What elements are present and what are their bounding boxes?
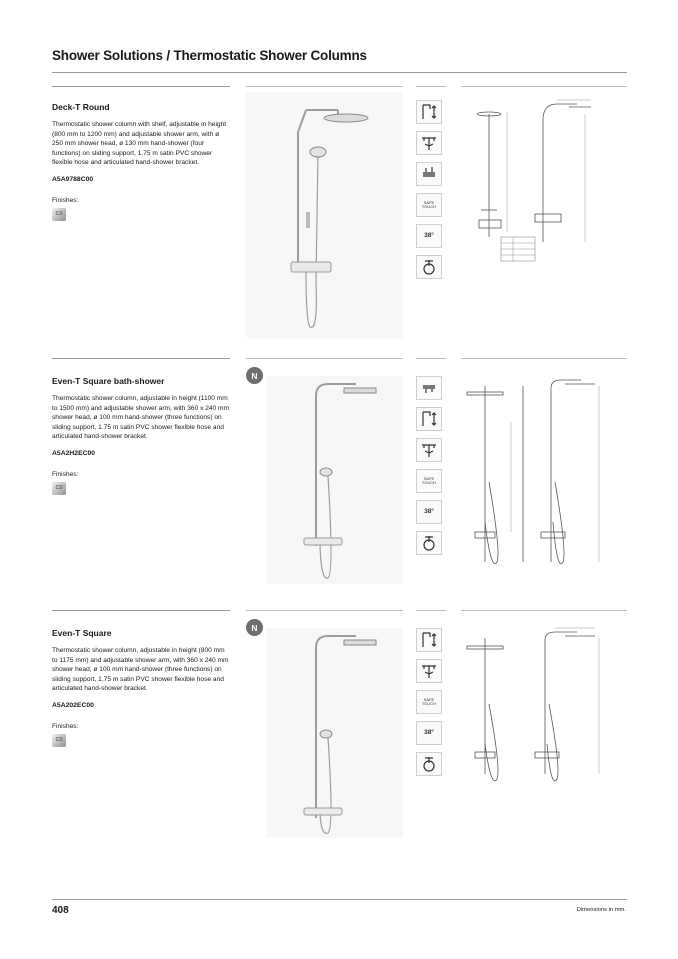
feature-icons [416,628,446,783]
shower-column-illustration [246,92,403,338]
temperature-lock-icon: 38° [416,721,442,745]
page-number: 408 [52,905,69,916]
finishes-label: Finishes: [52,196,79,204]
safe-touch-icon: SAFE TOUCH [416,469,442,493]
shelf-icon [416,162,442,186]
thermostat-icon [416,752,442,776]
thermostat-icon [416,531,442,555]
technical-drawing [461,624,627,794]
footer-rule [52,899,627,900]
section-rule [246,358,403,359]
product-code: A5A9788C00 [52,175,94,183]
shower-column-illustration [266,376,403,584]
new-badge: N [246,619,263,636]
section-rule [461,610,627,611]
product-even-t-square [52,628,230,747]
section-rule [416,86,446,87]
shower-column-illustration [266,628,403,838]
product-description: Thermostatic shower column, adjustable in height (800 mm to 1175 mm) and adjustable shower arm, with 360 x 240 mm shower head, ø 100 mm hand-shower (three functions) on sliding support, 1.75 m satin PVC shower flexible hose and articulated hand-shower bracket. [52,647,229,693]
section-rule [461,86,627,87]
footer-note: Dimensions in mm. [576,907,626,913]
section-rule [246,610,403,611]
height-adjust-icon [416,407,442,431]
feature-icons [416,100,446,286]
new-badge: N [246,367,263,384]
safe-touch-icon: SAFE TOUCH [416,690,442,714]
section-rule [461,358,627,359]
height-adjust-icon [416,100,442,124]
title-rule [52,72,627,73]
product-photo [246,92,403,338]
arm-adjust-icon [416,659,442,683]
section-rule [52,610,230,611]
technical-drawing [461,92,627,262]
product-even-t-square-bath-shower [52,376,230,495]
thermostat-icon [416,255,442,279]
safe-touch-icon: SAFE TOUCH [416,193,442,217]
product-description: Thermostatic shower column, adjustable in height (1100 mm to 1500 mm) and adjustable shower arm, with 360 x 240 mm shower head, ø 100 mm hand-shower (three functions) on sliding support, 1.75 m satin PVC shower flexible hose and articulated hand-shower bracket. [52,395,230,441]
product-name: Even-T Square [52,628,112,638]
page-title: Shower Solutions / Thermostatic Shower Columns [52,48,367,63]
product-name: Even-T Square bath-shower [52,376,165,386]
product-photo [266,376,403,584]
section-rule [52,86,230,87]
product-name: Deck-T Round [52,102,110,112]
height-adjust-icon [416,628,442,652]
finish-swatch-chrome: C0 [52,734,66,747]
product-deck-t-round [52,102,230,221]
finish-swatch-chrome: C0 [52,208,66,221]
finish-swatch-chrome: C0 [52,482,66,495]
finishes-label: Finishes: [52,722,79,730]
section-rule [246,86,403,87]
finishes-label: Finishes: [52,470,79,478]
section-rule [416,610,446,611]
feature-icons [416,376,446,562]
section-rule [52,358,230,359]
arm-adjust-icon [416,131,442,155]
product-code: A5A2H2EC00 [52,449,96,457]
bath-spout-icon [416,376,442,400]
product-photo [266,628,403,838]
temperature-lock-icon: 38° [416,500,442,524]
section-rule [416,358,446,359]
product-code: A5A202EC00 [52,701,94,709]
temperature-lock-icon: 38° [416,224,442,248]
product-description: Thermostatic shower column with shelf, adjustable in height (800 mm to 1200 mm) and adjustable shower arm, with ø 250 mm shower head, ø 130 mm hand-shower (four functions) on sliding support, 1.75 m satin PVC shower flexible hose and articulated hand-shower bracket. [52,121,227,167]
arm-adjust-icon [416,438,442,462]
technical-drawing [461,372,627,578]
